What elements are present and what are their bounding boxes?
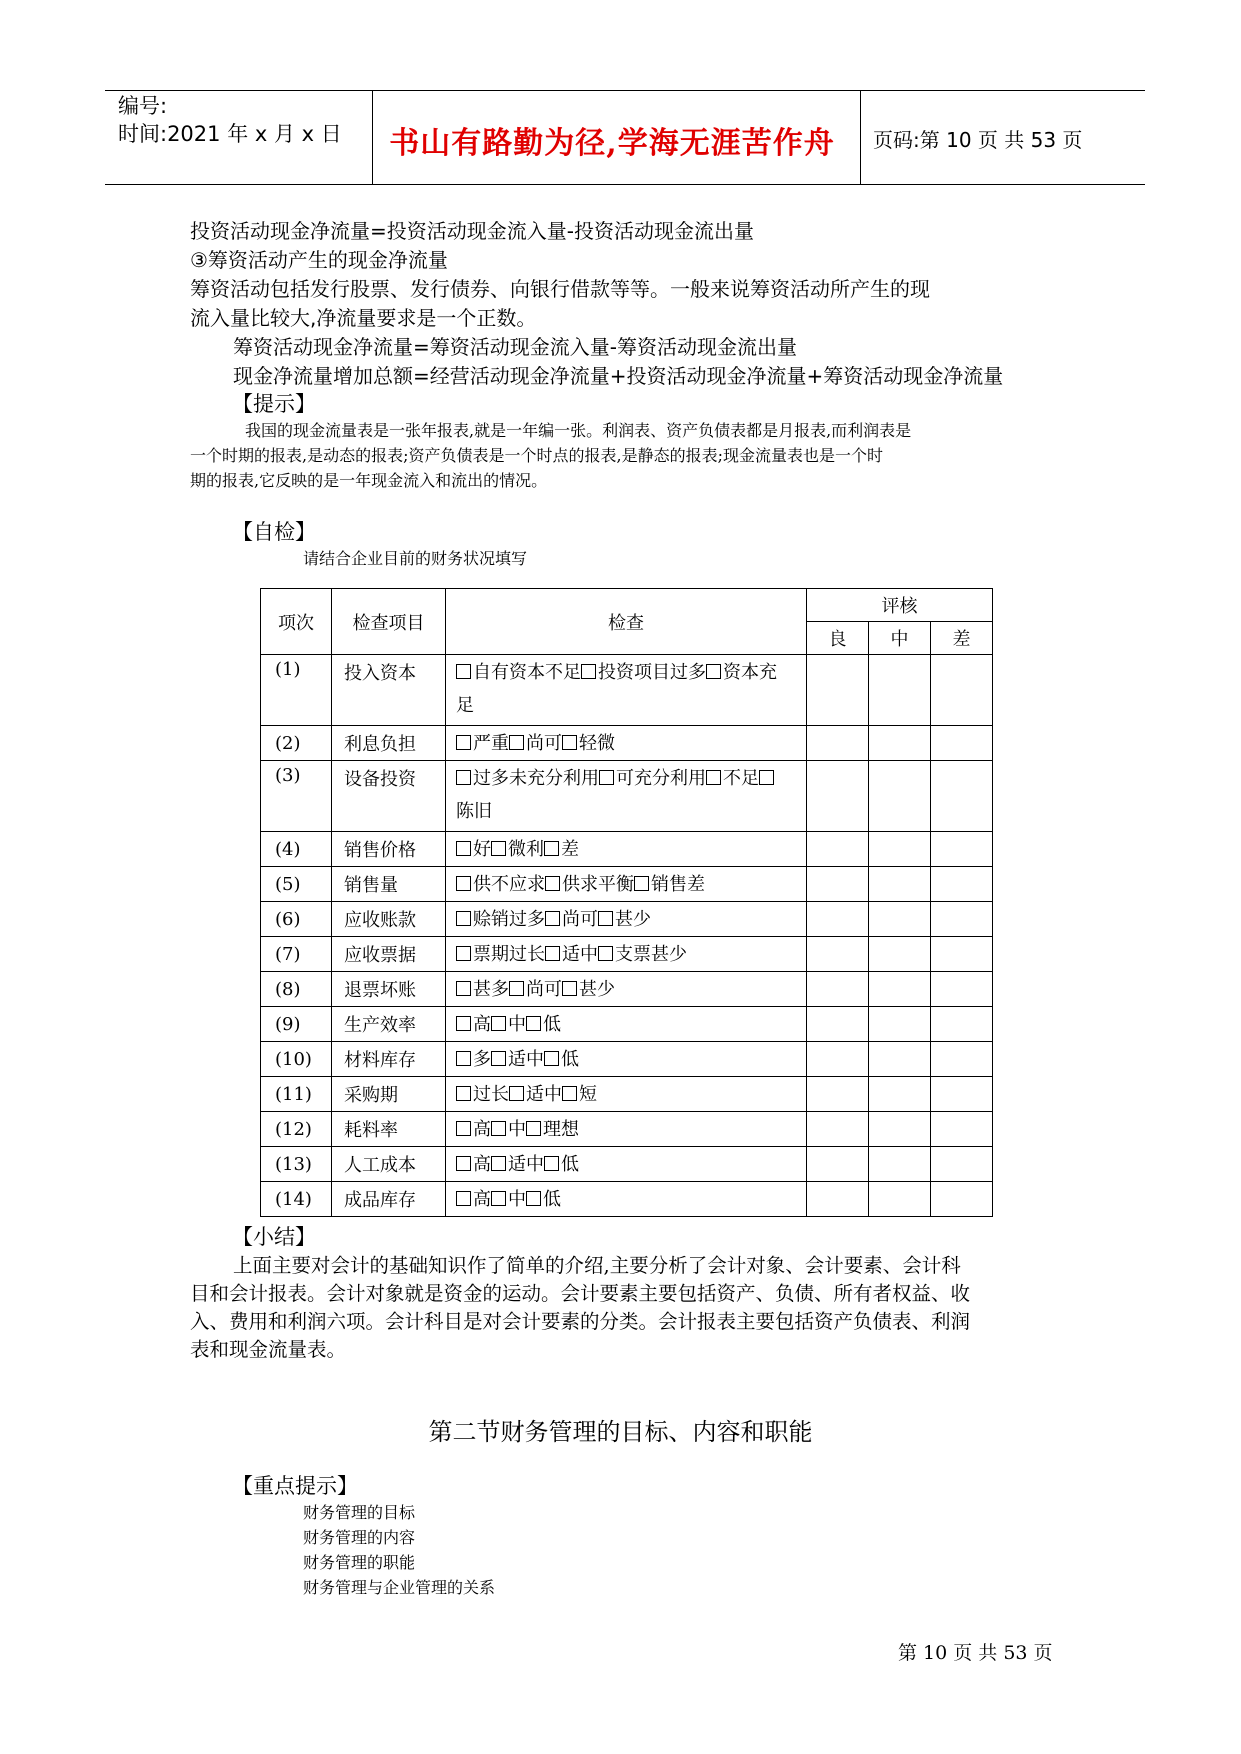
- rating-bad-cell[interactable]: [931, 1112, 993, 1147]
- option-label: 不足: [723, 768, 759, 789]
- rating-good-cell[interactable]: [807, 1112, 869, 1147]
- header-top-rule: [105, 90, 1145, 91]
- checkbox-icon[interactable]: [562, 1086, 577, 1101]
- row-number: (6): [261, 902, 332, 937]
- checkbox-icon[interactable]: [456, 1156, 471, 1171]
- option-label: 严重: [473, 733, 509, 754]
- checkbox-icon[interactable]: [544, 1051, 559, 1066]
- selfcheck-instruction: 请结合企业目前的财务状况填写: [303, 549, 528, 568]
- row-options: [446, 1182, 807, 1217]
- row-item: 退票坏账: [332, 972, 446, 1007]
- row-options: [446, 902, 807, 937]
- option-label: 高: [473, 1189, 491, 1210]
- rating-good-cell[interactable]: [807, 902, 869, 937]
- body-line-3: 筹资活动包括发行股票、发行债券、向银行借款等等。一般来说筹资活动所产生的现: [190, 277, 930, 301]
- rating-bad-cell[interactable]: [931, 937, 993, 972]
- footer-page-number: 第 10 页 共 53 页: [898, 1642, 1053, 1664]
- row-number: (1): [261, 655, 332, 726]
- table-row: [261, 902, 993, 937]
- checkbox-icon[interactable]: [598, 946, 613, 961]
- tip-label: 【提示】: [232, 392, 316, 416]
- checkbox-icon[interactable]: [509, 1086, 524, 1101]
- table-row: [261, 1112, 993, 1147]
- checkbox-icon[interactable]: [634, 876, 649, 891]
- option-label: 甚少: [615, 909, 651, 930]
- table-row: [261, 1007, 993, 1042]
- option-label: 资本充: [723, 662, 777, 683]
- table-row: [261, 832, 993, 867]
- checkbox-icon[interactable]: [491, 1121, 506, 1136]
- rating-bad-cell[interactable]: [931, 1042, 993, 1077]
- rating-good-cell[interactable]: [807, 1147, 869, 1182]
- section-title: 第二节财务管理的目标、内容和职能: [428, 1418, 813, 1446]
- header-no: 项次: [261, 589, 332, 655]
- option-label: 低: [561, 1154, 579, 1175]
- row-item: 耗料率: [332, 1112, 446, 1147]
- summary-line-1: 上面主要对会计的基础知识作了简单的介绍,主要分析了会计对象、会计要素、会计科: [233, 1254, 961, 1277]
- table-row: [261, 761, 993, 832]
- key-point-4: 财务管理与企业管理的关系: [303, 1578, 496, 1597]
- body-line-2: ③筹资活动产生的现金净流量: [190, 248, 448, 272]
- checkbox-icon[interactable]: [545, 946, 560, 961]
- row-item: 应收票据: [332, 937, 446, 972]
- row-options: [446, 832, 807, 867]
- option-label: 好: [473, 839, 491, 860]
- row-number: (5): [261, 867, 332, 902]
- option-label: 适中: [526, 1084, 562, 1105]
- rating-mid-cell[interactable]: [869, 902, 931, 937]
- row-options: [446, 1007, 807, 1042]
- checkbox-icon[interactable]: [581, 664, 596, 679]
- option-label: 自有资本不足: [473, 662, 581, 683]
- row-options: [446, 1147, 807, 1182]
- header-meta: [118, 92, 342, 148]
- selfcheck-label: 【自检】: [232, 520, 316, 544]
- rating-bad-cell[interactable]: [931, 1007, 993, 1042]
- checkbox-icon[interactable]: [456, 770, 471, 785]
- tip-line-2: 一个时期的报表,是动态的报表;资产负债表是一个时点的报表,是静态的报表;现金流量表也是一个时: [190, 446, 883, 465]
- checkbox-icon[interactable]: [759, 770, 774, 785]
- row-number: (10): [261, 1042, 332, 1077]
- body-line-6: 现金净流量增加总额=经营活动现金净流量+投资活动现金净流量+筹资活动现金净流量: [233, 364, 1004, 388]
- header-motto: 书山有路勤为径,学海无涯苦作舟: [389, 126, 835, 161]
- header-bottom-rule: [105, 184, 1145, 185]
- rating-bad-cell[interactable]: [931, 902, 993, 937]
- option-label: 高: [473, 1119, 491, 1140]
- option-label: 低: [543, 1014, 561, 1035]
- rating-bad-cell[interactable]: [931, 867, 993, 902]
- checkbox-icon[interactable]: [562, 735, 577, 750]
- rating-mid-cell[interactable]: [869, 937, 931, 972]
- checkbox-icon[interactable]: [491, 1051, 506, 1066]
- checkbox-icon[interactable]: [598, 911, 613, 926]
- body-line-5: 筹资活动现金净流量=筹资活动现金流入量-筹资活动现金流出量: [233, 335, 797, 359]
- rating-mid-cell[interactable]: [869, 655, 931, 726]
- option-label: 尚可: [526, 979, 562, 1000]
- checkbox-icon[interactable]: [456, 981, 471, 996]
- rating-mid-cell[interactable]: [869, 867, 931, 902]
- option-label: 赊销过多: [473, 909, 545, 930]
- row-options: [446, 867, 807, 902]
- table-row: [261, 1042, 993, 1077]
- row-number: (13): [261, 1147, 332, 1182]
- rating-good-cell[interactable]: [807, 1007, 869, 1042]
- checkbox-icon[interactable]: [456, 1016, 471, 1031]
- tip-line-1: 我国的现金流量表是一张年报表,就是一年编一张。利润表、资产负债表都是月报表,而利润表是: [245, 421, 912, 440]
- key-points-label: 【重点提示】: [232, 1474, 358, 1498]
- row-options: [446, 761, 807, 832]
- rating-good-cell[interactable]: [807, 726, 869, 761]
- row-item: 投入资本: [332, 655, 446, 726]
- option-label: 中: [508, 1119, 526, 1140]
- rating-bad-cell[interactable]: [931, 1182, 993, 1217]
- summary-line-3: 入、费用和利润六项。会计科目是对会计要素的分类。会计报表主要包括资产负债表、利润: [190, 1310, 971, 1333]
- checkbox-icon[interactable]: [456, 735, 471, 750]
- rating-good-cell[interactable]: [807, 1042, 869, 1077]
- header-page-info: 页码:第 10 页 共 53 页: [873, 128, 1083, 152]
- table-row: [261, 937, 993, 972]
- table-row: [261, 655, 993, 726]
- key-point-1: 财务管理的目标: [303, 1503, 416, 1522]
- row-options: [446, 972, 807, 1007]
- rating-mid-cell[interactable]: [869, 1147, 931, 1182]
- option-label: 可充分利用: [616, 768, 706, 789]
- row-options: [446, 1112, 807, 1147]
- rating-good-cell[interactable]: [807, 867, 869, 902]
- option-label: 投资项目过多: [598, 662, 706, 683]
- checkbox-icon[interactable]: [599, 770, 614, 785]
- checkbox-icon[interactable]: [456, 664, 471, 679]
- rating-bad-cell[interactable]: [931, 1147, 993, 1182]
- row-item: 采购期: [332, 1077, 446, 1112]
- checkbox-icon[interactable]: [456, 1191, 471, 1206]
- option-label: 过长: [473, 1084, 509, 1105]
- table-row: [261, 1147, 993, 1182]
- option-label: 中: [508, 1189, 526, 1210]
- row-number: (12): [261, 1112, 332, 1147]
- checkbox-icon[interactable]: [526, 1121, 541, 1136]
- header-item: 检查项目: [332, 589, 446, 655]
- rating-good-cell[interactable]: [807, 761, 869, 832]
- key-point-2: 财务管理的内容: [303, 1528, 416, 1547]
- table-row: [261, 867, 993, 902]
- option-label: 低: [561, 1049, 579, 1070]
- option-label: 过多未充分利用: [473, 768, 599, 789]
- option-label: 销售差: [651, 874, 705, 895]
- option-label: 差: [561, 839, 579, 860]
- checkbox-icon[interactable]: [509, 735, 524, 750]
- row-item: 人工成本: [332, 1147, 446, 1182]
- option-label: 支票甚少: [615, 944, 687, 965]
- row-item: 材料库存: [332, 1042, 446, 1077]
- option-label: 票期过长: [473, 944, 545, 965]
- checkbox-icon[interactable]: [491, 1156, 506, 1171]
- row-number: (7): [261, 937, 332, 972]
- option-label: 甚多: [473, 979, 509, 1000]
- option-label-continued: 陈旧: [456, 801, 492, 822]
- row-number: (9): [261, 1007, 332, 1042]
- row-number: (2): [261, 726, 332, 761]
- key-point-3: 财务管理的职能: [303, 1553, 416, 1572]
- body-line-4: 流入量比较大,净流量要求是一个正数。: [190, 306, 537, 330]
- option-label: 高: [473, 1154, 491, 1175]
- rating-mid-cell[interactable]: [869, 832, 931, 867]
- row-number: (4): [261, 832, 332, 867]
- checkbox-icon[interactable]: [545, 876, 560, 891]
- row-item: 生产效率: [332, 1007, 446, 1042]
- row-item: 设备投资: [332, 761, 446, 832]
- option-label: 适中: [562, 944, 598, 965]
- option-label: 中: [508, 1014, 526, 1035]
- table-row: [261, 726, 993, 761]
- header-bad: 差: [931, 622, 993, 655]
- option-label: 供求平衡: [562, 874, 634, 895]
- checkbox-icon[interactable]: [706, 770, 721, 785]
- checkbox-icon[interactable]: [456, 876, 471, 891]
- row-item: 销售量: [332, 867, 446, 902]
- row-item: 成品库存: [332, 1182, 446, 1217]
- rating-mid-cell[interactable]: [869, 726, 931, 761]
- option-label: 供不应求: [473, 874, 545, 895]
- checkbox-icon[interactable]: [509, 981, 524, 996]
- checkbox-icon[interactable]: [562, 981, 577, 996]
- time-label: 时间:2021 年 x 月 x 日: [118, 122, 342, 146]
- option-label: 适中: [508, 1049, 544, 1070]
- rating-mid-cell[interactable]: [869, 1112, 931, 1147]
- header-good: 良: [807, 622, 869, 655]
- checkbox-icon[interactable]: [526, 1191, 541, 1206]
- rating-good-cell[interactable]: [807, 1077, 869, 1112]
- option-label: 高: [473, 1014, 491, 1035]
- option-label: 尚可: [526, 733, 562, 754]
- table-row: [261, 972, 993, 1007]
- rating-mid-cell[interactable]: [869, 972, 931, 1007]
- checkbox-icon[interactable]: [491, 1191, 506, 1206]
- row-item: 销售价格: [332, 832, 446, 867]
- checkbox-icon[interactable]: [456, 1051, 471, 1066]
- checkbox-icon[interactable]: [456, 946, 471, 961]
- selfcheck-table: [260, 588, 993, 1217]
- rating-mid-cell[interactable]: [869, 1077, 931, 1112]
- option-label: 甚少: [579, 979, 615, 1000]
- row-options: [446, 726, 807, 761]
- rating-bad-cell[interactable]: [931, 972, 993, 1007]
- body-line-1: 投资活动现金净流量=投资活动现金流入量-投资活动现金流出量: [190, 219, 754, 243]
- option-label: 短: [579, 1084, 597, 1105]
- table-row: [261, 1182, 993, 1217]
- option-label: 理想: [543, 1119, 579, 1140]
- rating-good-cell[interactable]: [807, 655, 869, 726]
- rating-good-cell[interactable]: [807, 832, 869, 867]
- option-label: 多: [473, 1049, 491, 1070]
- row-item: 应收账款: [332, 902, 446, 937]
- row-item: 利息负担: [332, 726, 446, 761]
- summary-line-2: 目和会计报表。会计对象就是资金的运动。会计要素主要包括资产、负债、所有者权益、收: [190, 1282, 971, 1305]
- rating-good-cell[interactable]: [807, 1182, 869, 1217]
- checkbox-icon[interactable]: [544, 841, 559, 856]
- rating-bad-cell[interactable]: [931, 726, 993, 761]
- serial-label: 编号:: [118, 94, 168, 118]
- summary-line-4: 表和现金流量表。: [190, 1338, 347, 1361]
- rating-mid-cell[interactable]: [869, 1182, 931, 1217]
- rating-bad-cell[interactable]: [931, 655, 993, 726]
- option-label: 适中: [508, 1154, 544, 1175]
- checkbox-icon[interactable]: [456, 841, 471, 856]
- row-options: [446, 655, 807, 726]
- checkbox-icon[interactable]: [491, 841, 506, 856]
- rating-mid-cell[interactable]: [869, 1042, 931, 1077]
- option-label: 轻微: [579, 733, 615, 754]
- rating-bad-cell[interactable]: [931, 832, 993, 867]
- rating-bad-cell[interactable]: [931, 761, 993, 832]
- rating-mid-cell[interactable]: [869, 1007, 931, 1042]
- row-options: [446, 937, 807, 972]
- checkbox-icon[interactable]: [456, 1121, 471, 1136]
- header-check: 检查: [446, 589, 807, 655]
- checkbox-icon[interactable]: [544, 1156, 559, 1171]
- summary-label: 【小结】: [232, 1225, 316, 1249]
- row-number: (11): [261, 1077, 332, 1112]
- checkbox-icon[interactable]: [456, 1086, 471, 1101]
- option-label-continued: 足: [456, 695, 474, 716]
- rating-bad-cell[interactable]: [931, 1077, 993, 1112]
- option-label: 尚可: [562, 909, 598, 930]
- checkbox-icon[interactable]: [491, 1016, 506, 1031]
- option-label: 微利: [508, 839, 544, 860]
- rating-good-cell[interactable]: [807, 937, 869, 972]
- row-options: [446, 1077, 807, 1112]
- row-options: [446, 1042, 807, 1077]
- option-label: 低: [543, 1189, 561, 1210]
- row-number: (8): [261, 972, 332, 1007]
- checkbox-icon[interactable]: [456, 911, 471, 926]
- header-divider-right: [860, 90, 861, 184]
- checkbox-icon[interactable]: [545, 911, 560, 926]
- checkbox-icon[interactable]: [706, 664, 721, 679]
- table-row: [261, 1077, 993, 1112]
- header-rating: 评核: [807, 589, 993, 622]
- header-mid: 中: [869, 622, 931, 655]
- rating-good-cell[interactable]: [807, 972, 869, 1007]
- rating-mid-cell[interactable]: [869, 761, 931, 832]
- checkbox-icon[interactable]: [526, 1016, 541, 1031]
- row-number: (3): [261, 761, 332, 832]
- row-number: (14): [261, 1182, 332, 1217]
- tip-line-3: 期的报表,它反映的是一年现金流入和流出的情况。: [190, 471, 548, 490]
